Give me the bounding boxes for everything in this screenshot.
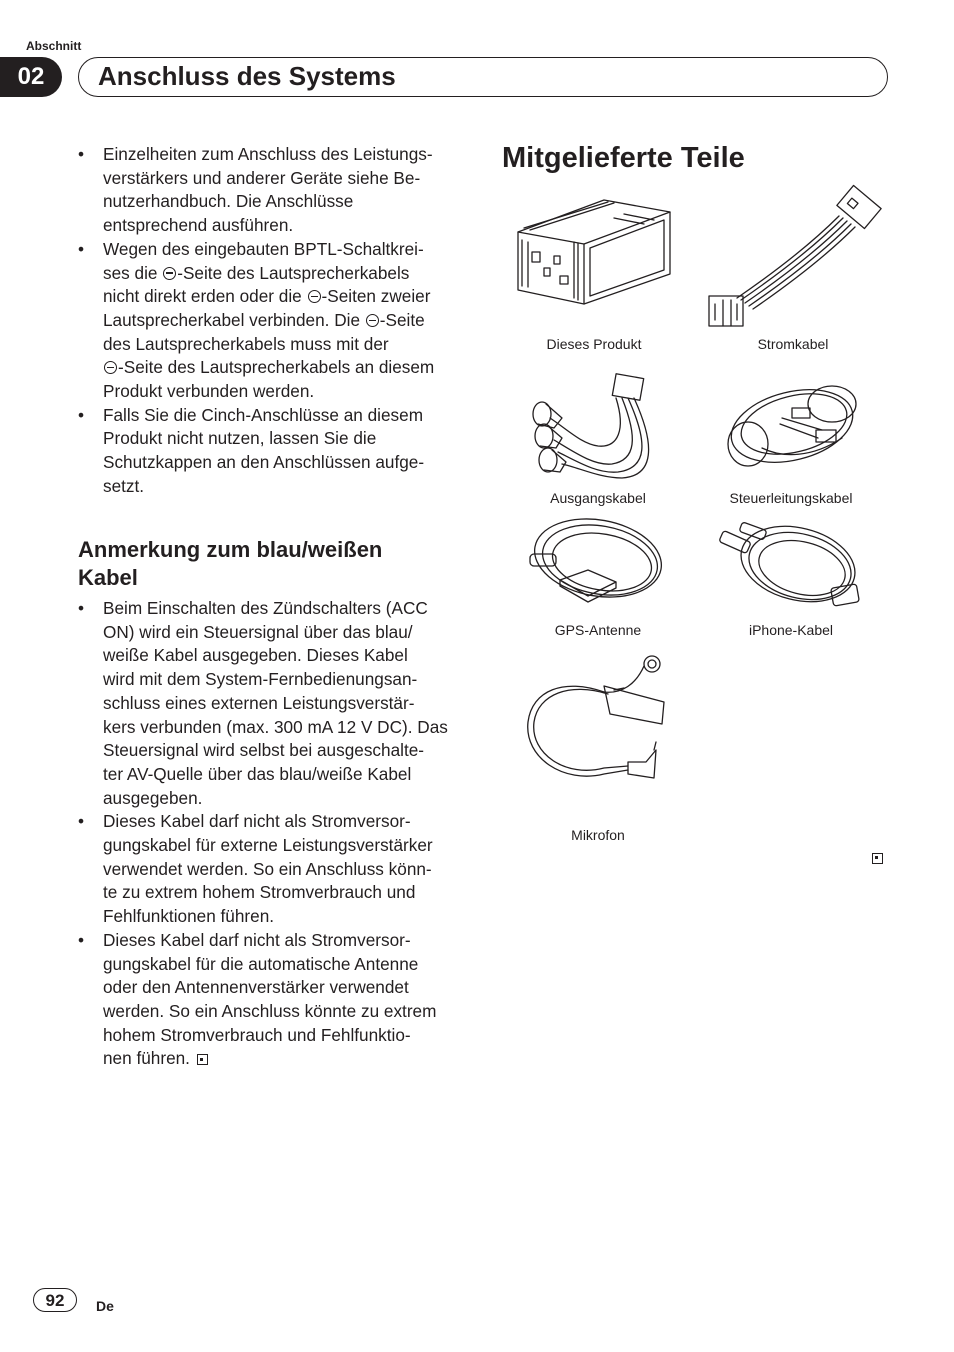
chapter-number: 02 (0, 57, 62, 97)
output-cable-illustration (518, 372, 668, 484)
part-caption: Mikrofon (571, 827, 625, 843)
bullet-item: • Beim Einschalten des Zündschalters (ACC ON) wird ein Steuersignal über das blau/ weiße Kabel ausgegeben. Dieses Kabel wird mit dem System-Fernbedienungsan- schluss eines externen Leistungsverstär- kers verbunden (max. 300 mA 12 V DC). Das Steuersignal wird selbst bei ausgeschalte- ter AV-Quelle über das blau/weiße Kabel ausgegeben. (78, 598, 448, 808)
part-caption: iPhone-Kabel (748, 622, 834, 638)
iphone-cable-illustration (714, 522, 866, 614)
power-cable-illustration (703, 188, 883, 332)
bullet-icon: • (78, 929, 85, 950)
page-number: 92 (33, 1288, 77, 1312)
gps-antenna-illustration (524, 520, 672, 612)
language-code: De (96, 1298, 114, 1314)
subheading: Anmerkung zum blau/weißen Kabel (78, 537, 383, 590)
head-unit-illustration (514, 198, 674, 306)
bullet-item: • Falls Sie die Cinch-Anschlüsse an diesem Produkt nicht nutzen, lassen Sie die Schutzkappen an den Anschlüssen aufge- setzt. (78, 404, 425, 496)
circled-minus-icon (308, 290, 321, 303)
left-column-top (78, 143, 473, 499)
part-caption: Dieses Produkt (546, 336, 642, 352)
bullet-icon: • (78, 238, 85, 259)
section-label: Abschnitt (26, 39, 82, 53)
left-column-bottom (78, 597, 473, 1071)
bullet-icon: • (78, 404, 85, 425)
end-of-section-icon (197, 1054, 208, 1065)
microphone-illustration (524, 654, 668, 788)
part-caption: Stromkabel (757, 336, 829, 352)
bullet-icon: • (78, 811, 85, 832)
circled-minus-icon (163, 267, 176, 280)
chapter-title: Anschluss des Systems (98, 61, 396, 91)
bullet-item: • Einzelheiten zum Anschluss des Leistungs- verstärkers und anderer Geräte siehe Be- nutzerhandbuch. Die Anschlüsse entsprechend ausführen. (78, 144, 433, 236)
bullet-icon: • (78, 144, 85, 164)
part-caption: Steuerleitungskabel (729, 490, 853, 506)
bullet-item: • Dieses Kabel darf nicht als Stromversor- gungskabel für externe Leistungsverstärker verwendet werden. So ein Anschluss könn- te zu extrem hohem Stromverbrauch und Fehlfunktionen führen. (78, 811, 433, 927)
circled-minus-icon (104, 361, 117, 374)
control-cable-illustration (722, 378, 864, 474)
part-caption: Ausgangskabel (550, 490, 646, 506)
bullet-item: • Wegen des eingebauten BPTL-Schaltkrei- ses die -Seite des Lautsprecherkabels nicht direkt erden oder die -Seiten zweier Lautsprecherkabel verbinden. Die -Seite des Lautsprecherkabels muss mit der -Seite des Lautsprecherkabels an diesem Produkt verbunden werden. (78, 238, 435, 402)
bullet-icon: • (78, 598, 85, 618)
circled-minus-icon (366, 314, 379, 327)
parts-heading: Mitgelieferte Teile (502, 142, 745, 174)
end-of-section-icon (872, 853, 883, 864)
bullet-item: • Dieses Kabel darf nicht als Stromversor- gungskabel für die automatische Antenne oder den Antennenverstärker verwendet werden. So ein Anschluss könnte zu extrem hohem Stromverbrauch und Fehlfunktio- nen führen. (78, 929, 437, 1069)
part-caption: GPS-Antenne (554, 622, 642, 638)
